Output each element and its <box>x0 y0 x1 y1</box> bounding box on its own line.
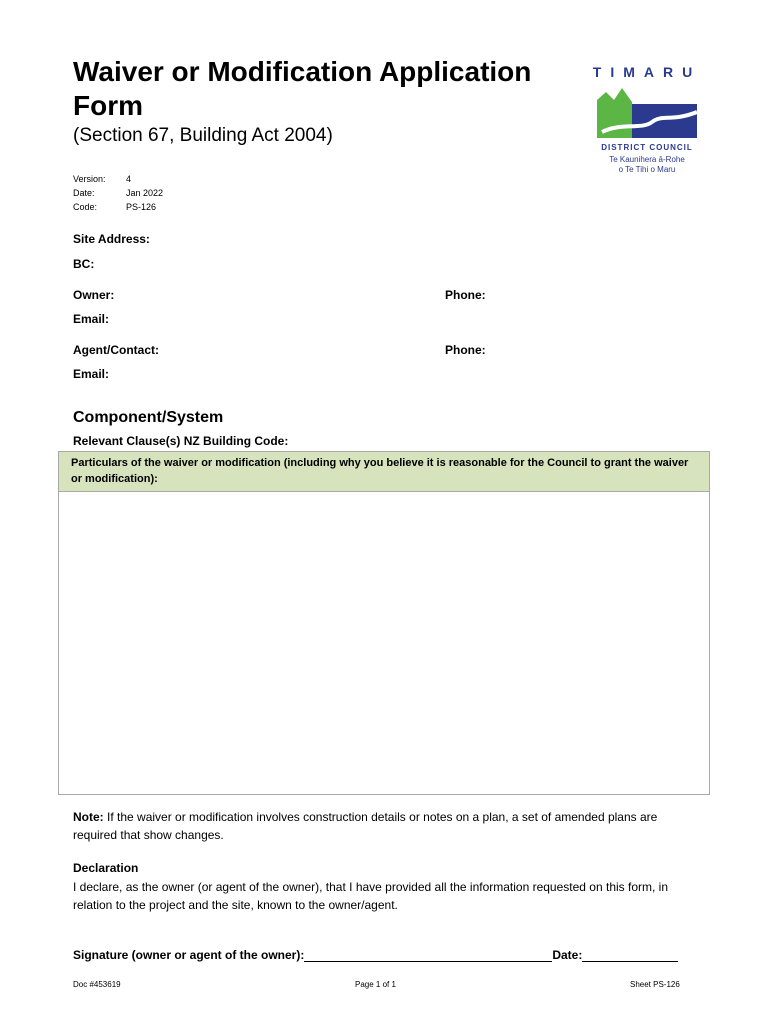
page-title: Waiver or Modification Application Form <box>73 56 532 121</box>
particulars-field[interactable] <box>59 492 709 834</box>
signature-row <box>73 948 678 962</box>
particulars-box <box>58 451 710 795</box>
declaration-text: I declare, as the owner (or agent of the owner), that I have provided all the information requested on this form, in relation to the project and the site, known to the owner/agent. <box>73 880 668 912</box>
date-label: Date: <box>552 948 583 962</box>
footer-sheet: Sheet PS-126 <box>630 980 680 989</box>
component-heading: Component/System <box>73 409 224 426</box>
meta-date <box>73 186 163 200</box>
date-line[interactable] <box>582 949 678 962</box>
owner-label: Owner: <box>73 288 115 302</box>
council-logo <box>592 64 702 175</box>
logo-name: TIMARU <box>592 64 702 80</box>
signature-label: Signature (owner or agent of the owner): <box>73 948 305 962</box>
note <box>73 808 703 844</box>
footer-doc: Doc #453619 <box>73 980 121 989</box>
page-subtitle: (Section 67, Building Act 2004) <box>73 125 333 146</box>
agent-email-label: Email: <box>73 367 110 381</box>
agent-phone-label: Phone: <box>445 343 486 357</box>
meta-label: Date: <box>73 188 95 198</box>
logo-council: DISTRICT COUNCIL <box>601 143 693 152</box>
logo-maori-1: Te Kaunihera ā-Rohe <box>609 155 685 164</box>
logo-maori-2: o Te Tihi o Maru <box>618 165 676 174</box>
meta-value: Jan 2022 <box>126 188 164 198</box>
bc-label: BC: <box>73 257 95 271</box>
particulars-header: Particulars of the waiver or modification (including why you believe it is reasonable for the Council to grant the waiver or modification): <box>59 452 709 492</box>
footer-page: Page 1 of 1 <box>355 980 396 989</box>
declaration-heading: Declaration <box>73 861 139 875</box>
note-text: If the waiver or modification involves construction details or notes on a plan, a set of amended plans are required that show changes. <box>73 810 658 842</box>
meta-label: Code: <box>73 202 98 212</box>
meta-version <box>73 172 163 186</box>
meta-code <box>73 200 163 214</box>
note-label: Note: <box>73 810 104 824</box>
agent-label: Agent/Contact: <box>73 343 159 357</box>
signature-line[interactable] <box>304 949 552 962</box>
owner-phone-label: Phone: <box>445 288 486 302</box>
meta-label: Version: <box>73 174 106 184</box>
logo-landscape-icon <box>592 82 702 140</box>
site-address-label: Site Address: <box>73 232 150 246</box>
meta-value: PS-126 <box>126 202 157 212</box>
clause-label: Relevant Clause(s) NZ Building Code: <box>73 434 289 448</box>
document-meta <box>73 172 163 214</box>
owner-email-label: Email: <box>73 312 110 326</box>
meta-value: 4 <box>126 174 132 184</box>
